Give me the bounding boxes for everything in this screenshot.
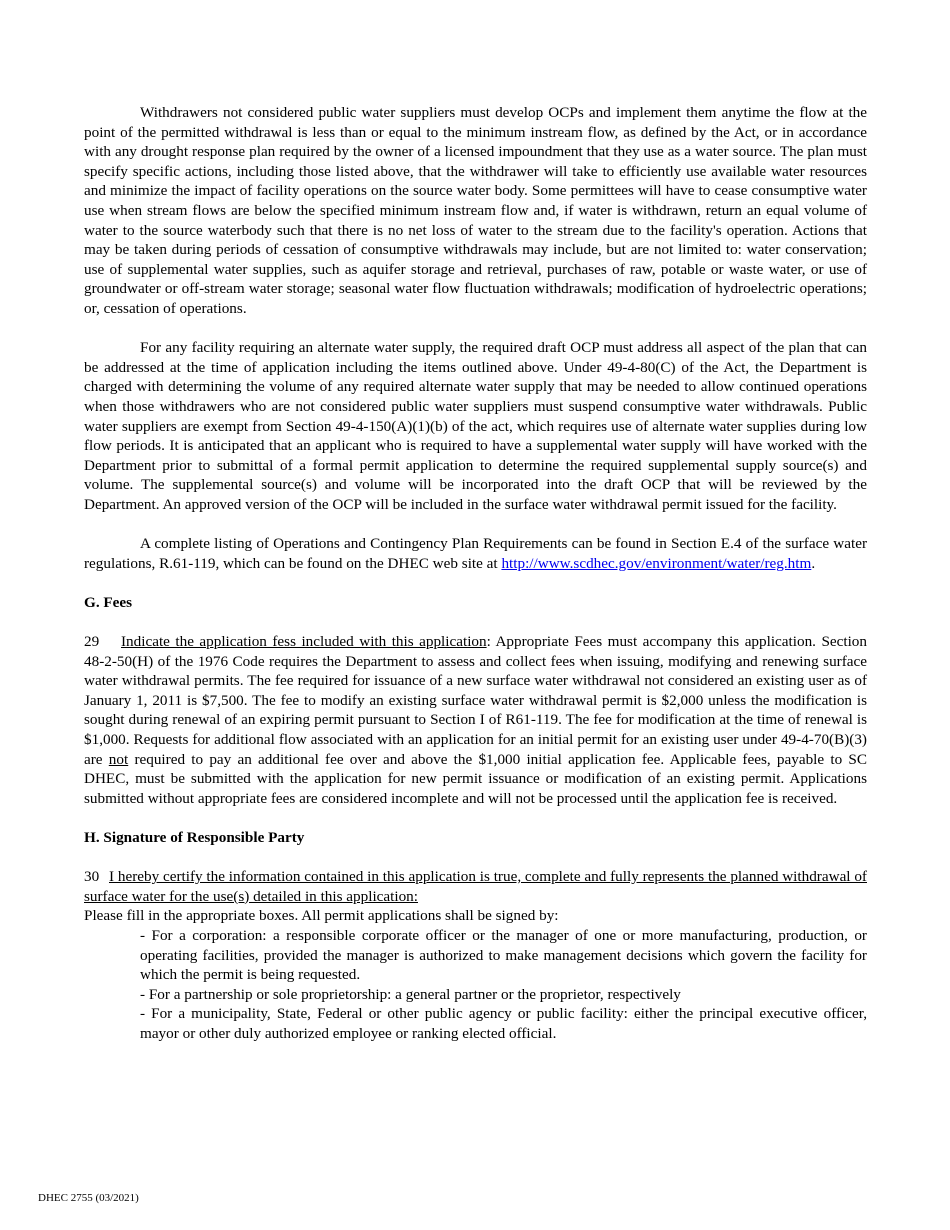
section-g-heading: G. Fees — [84, 593, 133, 611]
form-number-footer: DHEC 2755 (03/2021) — [38, 1192, 139, 1204]
item-29-not: not — [108, 750, 129, 768]
dhec-regulations-link[interactable]: http://www.scdhec.gov/environment/water/reg.htm — [501, 554, 812, 572]
signatory-list — [140, 926, 867, 1044]
item-30-certify — [84, 867, 867, 906]
item-29-fees — [84, 632, 867, 808]
signature-intro: Please fill in the appropriate boxes. All permit applications shall be signed by: — [84, 907, 559, 925]
ocp-listing-period: . — [811, 554, 816, 572]
item-29-number: 29 — [84, 633, 100, 651]
item-29-text-b: required to pay an additional fee over and above the $1,000 initial application fee. Applicable fees, payable to SC DHEC, must be submitted with the application for new permit issuance or modification of an existing permit. Applications submitted without appropriate fees are considered incomplete and will not be processed until the application fee is received. — [84, 750, 867, 807]
document-body — [84, 103, 867, 1044]
section-h-heading: H. Signature of Responsible Party — [84, 828, 305, 846]
item-29-text-a: : Appropriate Fees must accompany this application. Section 48-2-50(H) of the 1976 Code requires the Department to assess and collect fees when issuing, modifying and renewing surface water withdrawal permits. The fee required for issuance of a new surface water withdrawal not considered an existing user as of January 1, 2011 is $7,500. The fee to modify an existing surface water withdrawal permit is $2,000 unless the modification is sought during renewal of an expiring permit pursuant to Section I of R61-119. The fee for modification at the time of renewal is $1,000. Requests for additional flow associated with an application for an initial permit for an existing user under 49-4-70(B)(3) are — [84, 633, 867, 768]
ocp-listing-text: A complete listing of Operations and Contingency Plan Requirements can be found in Section E.4 of the surface water regulations, R.61-119, which can be found on the DHEC web site at — [84, 535, 867, 572]
signatory-corporation: - For a corporation: a responsible corporate officer or the manager of one or more manufacturing, production, or operating facilities, provided the manager is authorized to make management decisions which govern the facility for which the permit is being requested. — [140, 926, 867, 984]
paragraph-ocp-listing — [84, 534, 867, 573]
signatory-partnership: - For a partnership or sole proprietorship: a general partner or the proprietor, respectively — [140, 985, 681, 1003]
item-30-label: I hereby certify the information contained in this application is true, complete and fully represents the planned withdrawal of surface water for the use(s) detailed in this application: — [84, 868, 867, 905]
paragraph-ocp-withdrawers: Withdrawers not considered public water suppliers must develop OCPs and implement them anytime the flow at the point of the permitted withdrawal is less than or equal to the minimum instream flow, as defined by the Act, or in accordance with any drought response plan required by the owner of a licensed impoundment that they use as a water source. The plan must specify specific actions, including those listed above, that the withdrawer will take to efficiently use available water resources and minimize the impact of facility operations on the source water body. Some permittees will have to cease consumptive water use when stream flows are below the specified minimum instream flow and, if water is withdrawn, return an equal volume of water to the source waterbody such that there is no net loss of water to the stream due to the facility's operation. Actions that may be taken during periods of cessation of consumptive withdrawals may include, but are not limited to: water conservation; use of supplemental water supplies, such as aquifer storage and retrieval, purchases of raw, potable or waste water, or use of groundwater or off-stream water storage; seasonal water flow fluctuation withdrawals; modification of hydroelectric operations; or, cessation of operations. — [84, 104, 867, 317]
item-29-label: Indicate the application fess included with this application — [121, 633, 487, 651]
paragraph-alternate-water-supply: For any facility requiring an alternate water supply, the required draft OCP must address all aspect of the plan that can be addressed at the time of application including the items outlined above. Under 49-4-80(C) of the Act, the Department is charged with determining the volume of any required alternate water supply that may be needed to allow continued operations when those withdrawers who are not considered public water suppliers must suspend consumptive water withdrawals. Public water suppliers are exempt from Section 49-4-150(A)(1)(b) of the act, which requires use of alternate water supplies during low flow periods. It is anticipated that an applicant who is required to have a supplemental water supply will have worked with the Department prior to submittal of a formal permit application to determine the required supplemental supply source(s) and volume. The supplemental source(s) and volume will be incorporated into the draft OCP that will be reviewed by the Department. An approved version of the OCP will be included in the surface water withdrawal permit issued for the facility. — [84, 339, 867, 513]
item-30-number: 30 — [84, 868, 100, 886]
signatory-municipality: - For a municipality, State, Federal or other public agency or public facility: either the principal executive officer, mayor or other duly authorized employee or ranking elected official. — [140, 1005, 867, 1042]
